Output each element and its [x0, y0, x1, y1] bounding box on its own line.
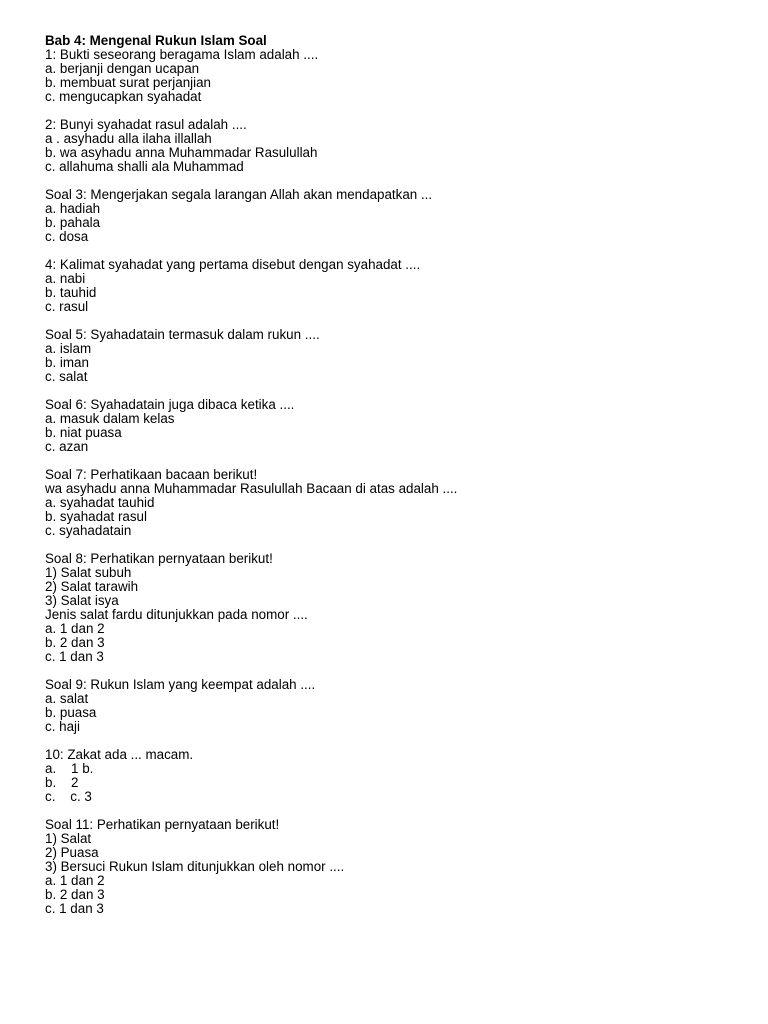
question-line: c. 1 dan 3 — [45, 649, 104, 664]
question-line: a. 1 dan 2 — [45, 621, 105, 636]
question-line: wa asyhadu anna Muhammadar Rasulullah Bacaan di atas adalah .... — [45, 481, 458, 496]
question-text: Soal 9: Rukun Islam yang keempat adalah .... — [45, 677, 316, 692]
question-spacer — [45, 384, 745, 398]
question-line: a. masuk dalam kelas — [45, 411, 175, 426]
question-spacer — [45, 454, 745, 468]
question-spacer — [45, 314, 745, 328]
question-line: b. 2 dan 3 — [45, 635, 105, 650]
question-line: 1) Salat — [45, 831, 92, 846]
question-line: a. islam — [45, 341, 92, 356]
question-line: c. mengucapkan syahadat — [45, 89, 202, 104]
question-text: 4: Kalimat syahadat yang pertama disebut dengan syahadat .... — [45, 257, 421, 272]
question-line: b. membuat surat perjanjian — [45, 75, 211, 90]
question-block — [45, 748, 745, 804]
document-page — [45, 34, 745, 916]
question-text: Soal 5: Syahadatain termasuk dalam rukun .... — [45, 327, 320, 342]
question-text: Soal 7: Perhatikaan bacaan berikut! — [45, 467, 258, 482]
question-line: c. c. 3 — [45, 789, 92, 804]
question-line: 3) Bersuci Rukun Islam ditunjukkan oleh nomor .... — [45, 859, 345, 874]
question-block — [45, 398, 745, 454]
question-line: 2) Salat tarawih — [45, 579, 139, 594]
question-line: b. 2 dan 3 — [45, 887, 105, 902]
question-block — [45, 258, 745, 314]
question-text: Soal 3: Mengerjakan segala larangan Allah akan mendapatkan ... — [45, 187, 433, 202]
question-text: Soal 6: Syahadatain juga dibaca ketika .... — [45, 397, 295, 412]
question-block — [45, 678, 745, 734]
question-line: c. 1 dan 3 — [45, 901, 104, 916]
question-line: a. 1 dan 2 — [45, 873, 105, 888]
question-spacer — [45, 244, 745, 258]
question-line: c. syahadatain — [45, 523, 132, 538]
question-line: c. salat — [45, 369, 88, 384]
question-line: 3) Salat isya — [45, 593, 119, 608]
question-text: 2: Bunyi syahadat rasul adalah .... — [45, 117, 247, 132]
question-line: b. puasa — [45, 705, 97, 720]
question-line: a. berjanji dengan ucapan — [45, 61, 200, 76]
question-spacer — [45, 538, 745, 552]
question-line: c. azan — [45, 439, 89, 454]
question-line: b. tauhid — [45, 285, 97, 300]
question-block — [45, 188, 745, 244]
question-line: a. hadiah — [45, 201, 101, 216]
question-line: b. wa asyhadu anna Muhammadar Rasulullah — [45, 145, 318, 160]
question-line: 2) Puasa — [45, 845, 99, 860]
question-block — [45, 48, 745, 104]
question-spacer — [45, 664, 745, 678]
question-block — [45, 818, 745, 916]
question-line: a. 1 b. — [45, 761, 94, 776]
question-line: c. haji — [45, 719, 80, 734]
question-line: b. 2 — [45, 775, 79, 790]
question-line: Jenis salat fardu ditunjukkan pada nomor .... — [45, 607, 308, 622]
question-line: c. allahuma shalli ala Muhammad — [45, 159, 244, 174]
question-text: 10: Zakat ada ... macam. — [45, 747, 194, 762]
question-line: b. iman — [45, 355, 89, 370]
question-text: Soal 8: Perhatikan pernyataan berikut! — [45, 551, 273, 566]
question-line: a. salat — [45, 691, 89, 706]
question-line: 1) Salat subuh — [45, 565, 132, 580]
question-line: a. syahadat tauhid — [45, 495, 155, 510]
question-block — [45, 468, 745, 538]
document-title: Bab 4: Mengenal Rukun Islam Soal — [45, 33, 267, 48]
question-line: b. niat puasa — [45, 425, 122, 440]
question-line: c. rasul — [45, 299, 89, 314]
question-spacer — [45, 174, 745, 188]
question-spacer — [45, 804, 745, 818]
question-list — [45, 48, 745, 916]
question-block — [45, 552, 745, 664]
question-spacer — [45, 104, 745, 118]
question-text: Soal 11: Perhatikan pernyataan berikut! — [45, 817, 280, 832]
question-block — [45, 118, 745, 174]
question-text: 1: Bukti seseorang beragama Islam adalah .... — [45, 47, 319, 62]
question-block — [45, 328, 745, 384]
question-line: a. nabi — [45, 271, 86, 286]
question-line: b. syahadat rasul — [45, 509, 147, 524]
question-line: b. pahala — [45, 215, 101, 230]
question-spacer — [45, 734, 745, 748]
question-line: c. dosa — [45, 229, 89, 244]
question-line: a . asyhadu alla ilaha illallah — [45, 131, 212, 146]
